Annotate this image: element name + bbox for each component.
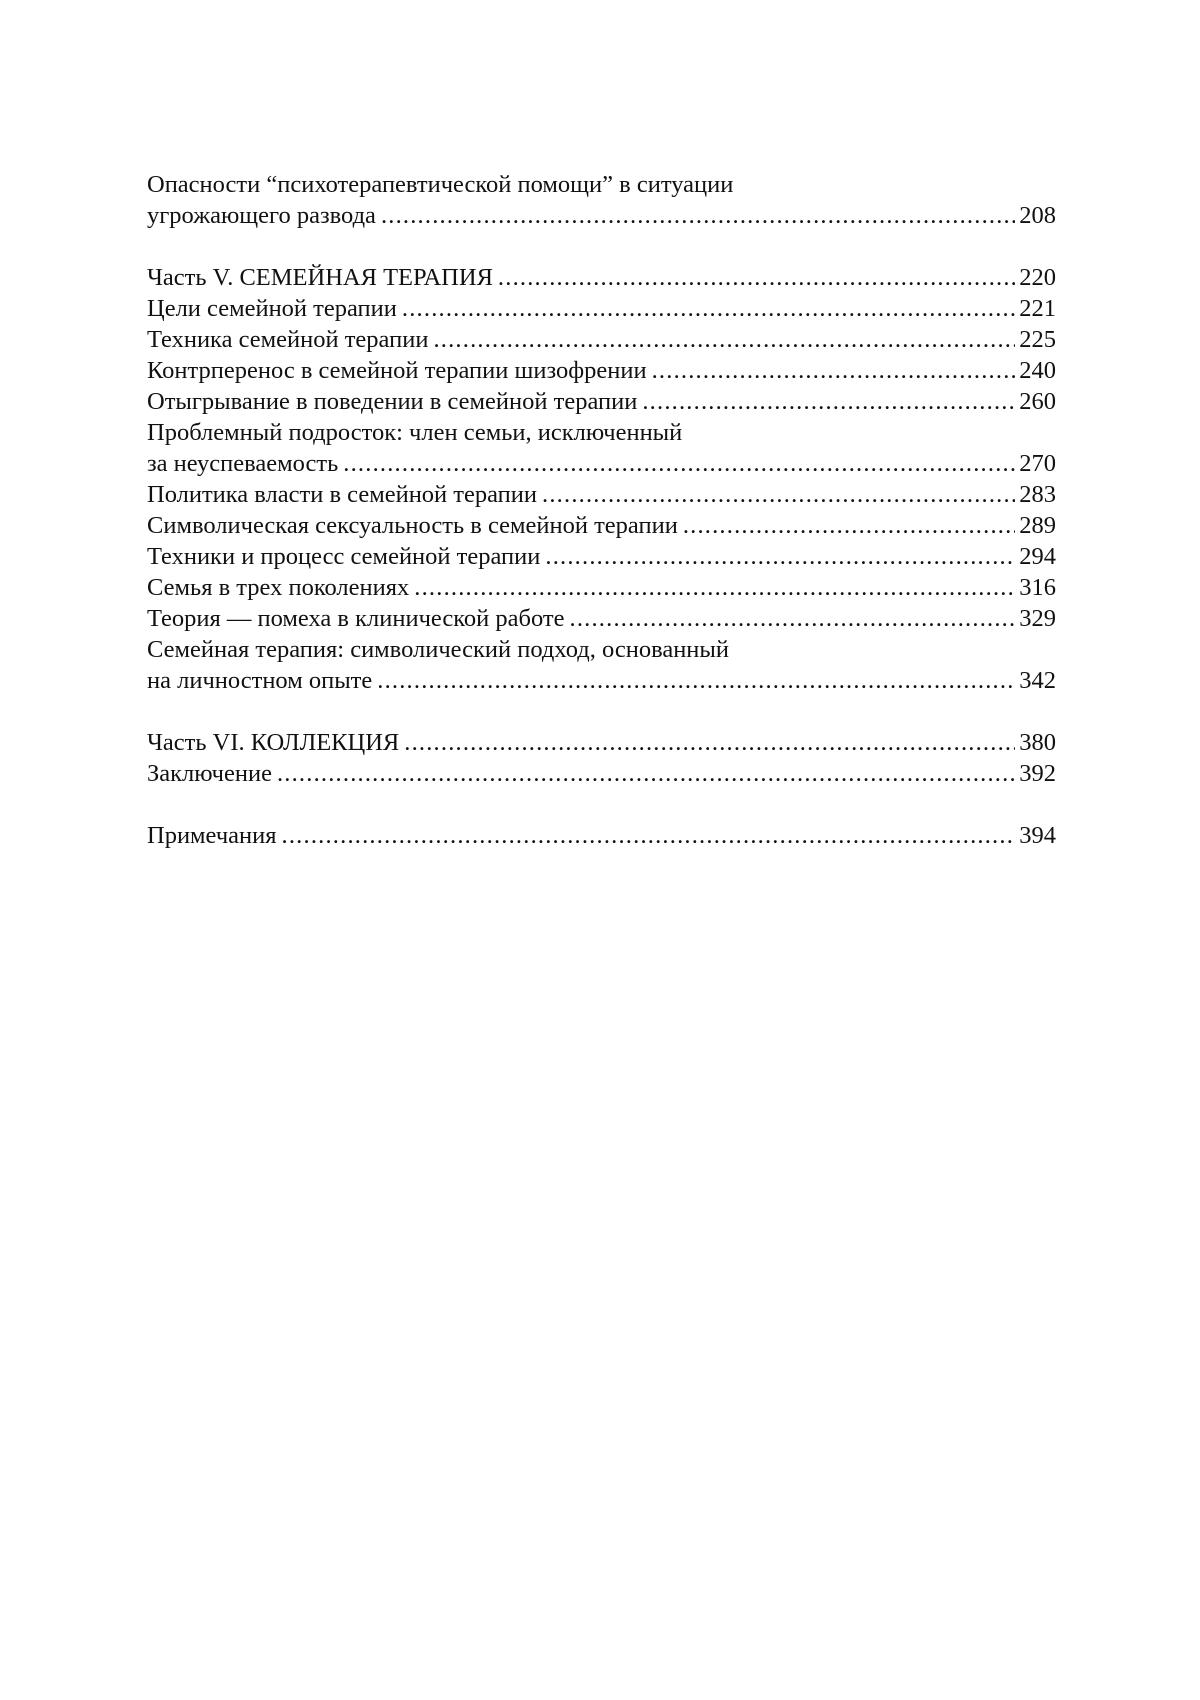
toc-entry-page: 260 — [1019, 388, 1056, 415]
toc-entry-title: Отыгрывание в поведении в семейной терапии — [147, 388, 638, 415]
toc-entry-title-continued: на личностном опыте — [147, 667, 373, 694]
toc-entry-title: Политика власти в семейной терапии — [147, 481, 538, 508]
toc-entry-title: Часть V. СЕМЕЙНАЯ ТЕРАПИЯ — [147, 264, 493, 291]
toc-entry-page: 316 — [1019, 574, 1056, 601]
toc-entry-conclusion — [147, 758, 1056, 789]
toc-entry-acting-out — [147, 386, 1056, 417]
section-gap — [147, 696, 1056, 727]
toc-entry-page: 220 — [1019, 264, 1056, 291]
toc-entry-technique — [147, 324, 1056, 355]
toc-entry-title: Контрперенос в семейной терапии шизофрении — [147, 357, 647, 384]
toc-entry-three-generations — [147, 572, 1056, 603]
toc-entry-title-continued: за неуспеваемость — [147, 450, 339, 477]
toc-entry-title: Часть VI. КОЛЛЕКЦИЯ — [147, 729, 400, 756]
toc-entry-goals — [147, 293, 1056, 324]
toc-entry-page: 380 — [1019, 729, 1056, 756]
dot-leader — [343, 448, 1015, 479]
toc-entry-page: 294 — [1019, 543, 1056, 570]
toc-entry-page: 329 — [1019, 605, 1056, 632]
dot-leader — [570, 603, 1016, 634]
toc-entry-page: 283 — [1019, 481, 1056, 508]
toc-entry-power-politics — [147, 479, 1056, 510]
toc-entry-title-continued: угрожающего развода — [147, 202, 376, 229]
section-gap — [147, 231, 1056, 262]
dot-leader — [402, 293, 1015, 324]
dot-leader — [652, 355, 1016, 386]
toc-entry-title: Символическая сексуальность в семейной терапии — [147, 512, 678, 539]
toc-entry-countertransference — [147, 355, 1056, 386]
toc-entry-symbolic-sexuality — [147, 510, 1056, 541]
toc-entry-title: Проблемный подросток: член семьи, исключенный — [147, 419, 683, 446]
toc-entry-page: 240 — [1019, 357, 1056, 384]
dot-leader — [498, 262, 1015, 293]
toc-entry-divorce-dangers — [147, 169, 1056, 231]
dot-leader — [377, 665, 1015, 696]
dot-leader — [542, 479, 1015, 510]
toc-entry-theory-hindrance — [147, 603, 1056, 634]
dot-leader — [545, 541, 1015, 572]
dot-leader — [404, 727, 1015, 758]
toc-entry-techniques-process — [147, 541, 1056, 572]
toc-entry-title: Цели семейной терапии — [147, 295, 397, 322]
toc-entry-page: 208 — [1019, 202, 1056, 229]
toc-entry-title: Семья в трех поколениях — [147, 574, 410, 601]
toc-entry-page: 270 — [1019, 450, 1056, 477]
toc-entry-page: 394 — [1019, 822, 1056, 849]
toc-entry-problem-adolescent — [147, 417, 1056, 479]
toc-entry-title: Опасности “психотерапевтической помощи” в ситуации — [147, 171, 734, 198]
toc-entry-title: Теория — помеха в клинической работе — [147, 605, 565, 632]
toc-entry-title: Примечания — [147, 822, 277, 849]
toc-entry-notes — [147, 820, 1056, 851]
table-of-contents — [147, 169, 1056, 851]
toc-entry-page: 342 — [1019, 667, 1056, 694]
dot-leader — [381, 200, 1015, 231]
toc-entry-symbolic-approach — [147, 634, 1056, 696]
dot-leader — [642, 386, 1015, 417]
toc-entry-page: 392 — [1019, 760, 1056, 787]
section-gap — [147, 789, 1056, 820]
toc-entry-page: 225 — [1019, 326, 1056, 353]
dot-leader — [414, 572, 1015, 603]
dot-leader — [683, 510, 1015, 541]
dot-leader — [277, 758, 1015, 789]
toc-entry-title: Семейная терапия: символический подход, основанный — [147, 636, 729, 663]
dot-leader — [433, 324, 1015, 355]
toc-entry-title: Техника семейной терапии — [147, 326, 429, 353]
dot-leader — [282, 820, 1016, 851]
toc-entry-part-5 — [147, 262, 1056, 293]
toc-entry-title: Техники и процесс семейной терапии — [147, 543, 541, 570]
toc-entry-part-6 — [147, 727, 1056, 758]
toc-entry-page: 289 — [1019, 512, 1056, 539]
toc-entry-page: 221 — [1019, 295, 1056, 322]
toc-entry-title: Заключение — [147, 760, 272, 787]
